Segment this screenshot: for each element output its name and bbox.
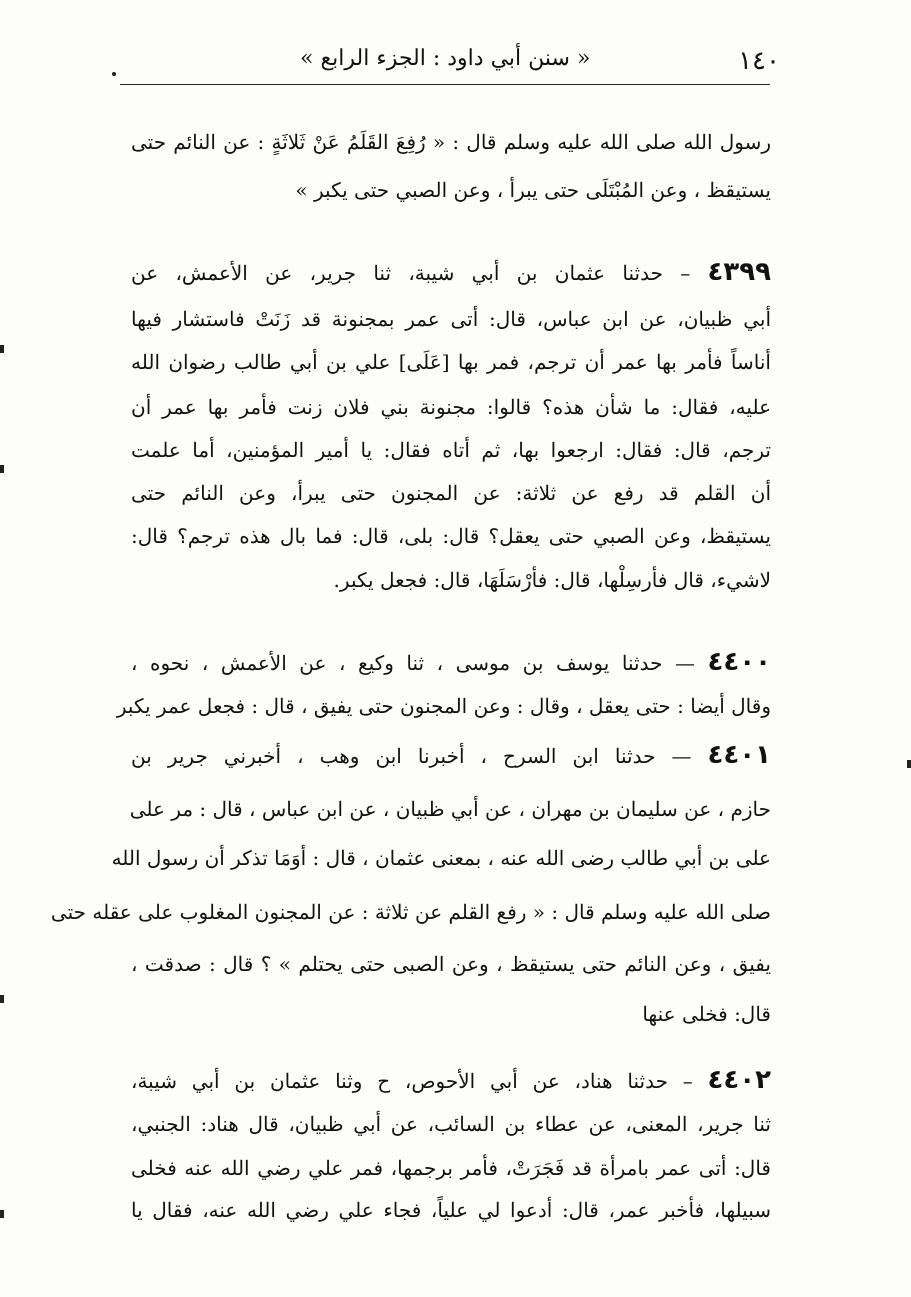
running-title: « سنن أبي داود : الجزء الرابع » bbox=[300, 46, 591, 71]
text-line: ترجم، قال: فقال: ارجعوا بها، ثم أتاه فقال: يا أمير المؤمنين، أما علمت bbox=[131, 438, 771, 462]
hadith-number: ٤٣٩٩ bbox=[707, 257, 771, 287]
text-line: على بن أبي طالب رضى الله عنه ، بمعنى عثمان ، قال : أوَمَا تذكر أن رسول الله bbox=[111, 846, 771, 870]
hadith-4401-first-line bbox=[131, 741, 771, 770]
text-line: أناساً فأمر بها عمر أن ترجم، فمر بها [عَلَى] علي بن أبي طالب رضوان الله bbox=[131, 350, 771, 374]
text-span: – حدثنا عثمان بن أبي شيبة، ثنا جرير، عن الأعمش، عن bbox=[131, 261, 691, 285]
page-number: ١٤٠ bbox=[738, 46, 780, 76]
header-dot bbox=[112, 72, 116, 76]
scan-mark bbox=[907, 760, 911, 768]
text-line: سبيلها، فأخبر عمر، قال: أدعوا لي علياً، فجاء علي رضي الله عنه، فقال يا bbox=[131, 1198, 771, 1222]
text-line: لاشيء، قال فأرسِلْها، قال: فأرْسَلَهَا، قال: فجعل يكبر. bbox=[333, 568, 771, 592]
text-span: — حدثنا يوسف بن موسى ، ثنا وكيع ، عن الأعمش ، نحوه ، bbox=[131, 651, 695, 675]
text-line: وقال أيضا : حتى يعقل ، وقال : وعن المجنون حتى يفيق ، قال : فجعل عمر يكبر bbox=[116, 694, 771, 718]
text-span: — حدثنا ابن السرح ، أخبرنا ابن وهب ، أخبرني جرير بن bbox=[131, 744, 692, 768]
text-line: يستيقظ ، وعن المُبْتَلَى حتى يبرأ ، وعن الصبي حتى يكبر » bbox=[295, 178, 771, 202]
text-line: قال: فخلى عنها bbox=[642, 1002, 771, 1026]
text-line: قال: أتى عمر بامرأة قد فَجَرَتْ، فأمر برجمها، فمر علي رضي الله عنه فخلى bbox=[131, 1156, 771, 1180]
text-line: عليه، فقال: ما شأن هذه؟ قالوا: مجنونة بني فلان زنت فأمر بها عمر أن bbox=[131, 395, 771, 419]
text-line: أن القلم قد رفع عن ثلاثة: عن المجنون حتى يبرأ، وعن النائم حتى bbox=[131, 481, 771, 505]
hadith-4399-first-line bbox=[131, 258, 771, 287]
text-line: أبي ظبيان، عن ابن عباس، قال: أتى عمر بمجنونة قد زَنَتْ فاستشار فيها bbox=[131, 307, 771, 331]
scan-mark bbox=[0, 345, 4, 353]
scan-mark bbox=[0, 465, 4, 473]
hadith-4400-first-line bbox=[131, 648, 771, 677]
text-line: رسول الله صلى الله عليه وسلم قال : « رُفِعَ القَلَمُ عَنْ ثَلاثَةٍ : عن النائم حتى bbox=[131, 130, 771, 154]
hadith-number: ٤٤٠٠ bbox=[707, 647, 771, 677]
scan-mark bbox=[0, 995, 4, 1003]
text-span: – حدثنا هناد، عن أبي الأحوص، ح وثنا عثمان بن أبي شيبة، bbox=[131, 1069, 693, 1093]
hadith-number: ٤٤٠١ bbox=[707, 740, 772, 770]
hadith-number: ٤٤٠٢ bbox=[707, 1065, 772, 1095]
hadith-4402-first-line bbox=[131, 1066, 771, 1095]
text-line: يفيق ، وعن النائم حتى يستيقظ ، وعن الصبى حتى يحتلم » ؟ قال : صدقت ، bbox=[131, 952, 771, 976]
text-line: حازم ، عن سليمان بن مهران ، عن أبي ظبيان ، عن ابن عباس ، قال : مر على bbox=[129, 797, 771, 821]
text-line: يستيقظ، وعن الصبي حتى يعقل؟ قال: بلى، قال: فما بال هذه ترجم؟ قال: bbox=[131, 524, 771, 548]
text-line: ثنا جرير، المعنى، عن عطاء بن السائب، عن أبي ظبيان، قال هناد: الجنبي، bbox=[131, 1112, 771, 1136]
scan-mark bbox=[0, 1210, 4, 1218]
running-header bbox=[120, 38, 780, 85]
text-line: صلى الله عليه وسلم قال : « رفع القلم عن ثلاثة : عن المجنون المغلوب على عقله حتى bbox=[50, 900, 771, 924]
